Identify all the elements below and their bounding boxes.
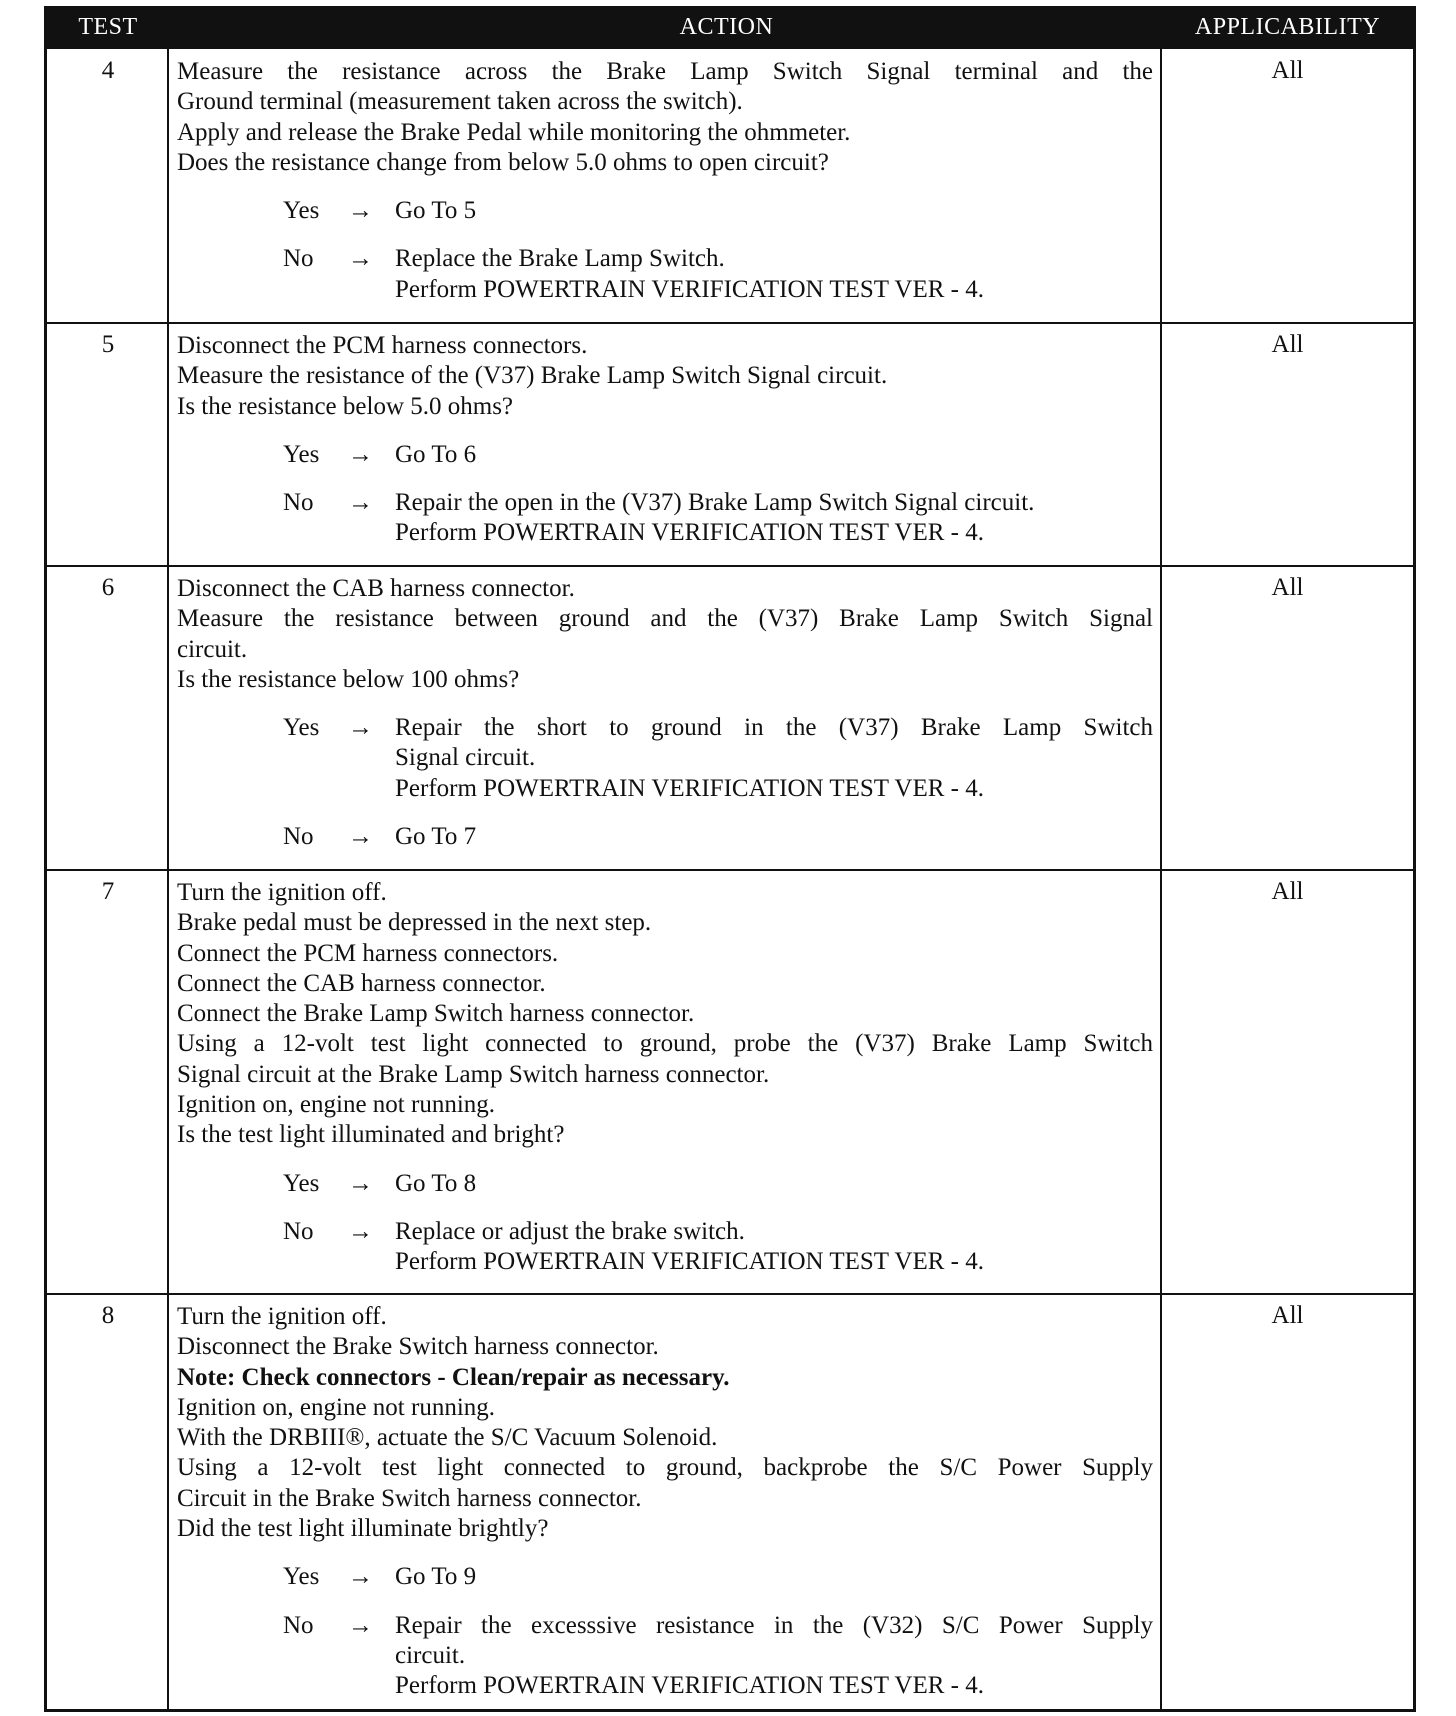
action-line: Is the test light illuminated and bright?: [177, 1121, 565, 1149]
action-line: With the DRBIII®, actuate the S/C Vacuum Solenoid.: [177, 1424, 718, 1452]
yes-branch: [177, 196, 1153, 226]
yes-branch: [177, 440, 1153, 470]
result-line: Go To 7: [395, 823, 477, 851]
no-label: No: [283, 1611, 314, 1639]
test-number: 7: [101, 878, 115, 905]
applicability-value: All: [1271, 574, 1304, 601]
no-result: [395, 488, 1153, 549]
no-label: No: [283, 489, 314, 517]
result-line: Go To 5: [395, 197, 477, 225]
header-action: ACTION: [679, 14, 774, 40]
action-line: Ground terminal (measurement taken across the switch).: [177, 88, 743, 116]
action-text: [177, 878, 1153, 1278]
action-text: [177, 57, 1153, 305]
result-line: Signal circuit.: [395, 744, 536, 772]
arrow-icon: →: [348, 440, 373, 468]
result-line: Perform POWERTRAIN VERIFICATION TEST VER - 4.: [395, 275, 985, 303]
action-line: Connect the Brake Lamp Switch harness connector.: [177, 1000, 695, 1028]
action-line: Is the resistance below 5.0 ohms?: [177, 392, 514, 420]
result-line: Repair the open in the (V37) Brake Lamp Switch Signal circuit.: [395, 489, 1035, 517]
row-divider: [47, 1293, 1413, 1295]
arrow-icon: →: [348, 1217, 373, 1245]
arrow-icon: →: [348, 489, 373, 517]
action-line: circuit.: [177, 635, 248, 663]
yes-result: [395, 440, 1153, 470]
yes-label: Yes: [283, 714, 320, 742]
action-text: [177, 1302, 1153, 1702]
action-line: Signal circuit at the Brake Lamp Switch harness connector.: [177, 1060, 770, 1088]
arrow-icon: →: [348, 714, 373, 742]
arrow-icon: →: [348, 1169, 373, 1197]
no-branch: [177, 1217, 1153, 1278]
action-line: Brake pedal must be depressed in the next step.: [177, 909, 652, 937]
row-divider: [47, 565, 1413, 567]
result-line: Replace or adjust the brake switch.: [395, 1217, 745, 1245]
action-line: Disconnect the Brake Switch harness connector.: [177, 1333, 659, 1361]
result-line: Perform POWERTRAIN VERIFICATION TEST VER - 4.: [395, 774, 985, 802]
action-line: Ignition on, engine not running.: [177, 1091, 496, 1119]
no-label: No: [283, 1217, 314, 1245]
no-branch: [177, 244, 1153, 305]
result-line: Repair the short to ground in the (V37) Brake Lamp Switch: [395, 714, 1153, 742]
yes-result: [395, 713, 1153, 804]
action-line: Connect the CAB harness connector.: [177, 969, 546, 997]
action-line: Disconnect the CAB harness connector.: [177, 575, 575, 602]
action-line: Does the resistance change from below 5.0 ohms to open circuit?: [177, 148, 829, 176]
row-divider: [47, 869, 1413, 871]
result-line: Replace the Brake Lamp Switch.: [395, 245, 725, 273]
action-line: Turn the ignition off.: [177, 879, 387, 906]
result-line: Perform POWERTRAIN VERIFICATION TEST VER - 4.: [395, 1672, 985, 1700]
action-line: Connect the PCM harness connectors.: [177, 939, 559, 967]
no-result: [395, 1611, 1153, 1702]
no-result: [395, 822, 1153, 852]
action-line: Measure the resistance between ground and the (V37) Brake Lamp Switch Signal: [177, 605, 1153, 633]
no-result: [395, 1217, 1153, 1278]
action-text: [177, 331, 1153, 549]
table-header: [47, 9, 1413, 49]
action-line: Is the resistance below 100 ohms?: [177, 665, 520, 693]
action-line: Measure the resistance across the Brake Lamp Switch Signal terminal and the: [177, 58, 1153, 85]
arrow-icon: →: [348, 245, 373, 273]
result-line: Go To 9: [395, 1563, 477, 1591]
action-line: Using a 12-volt test light connected to ground, backprobe the S/C Power Supply: [177, 1454, 1153, 1482]
diagnostic-test-table: [44, 6, 1416, 1712]
result-line: Go To 6: [395, 440, 477, 468]
test-number: 8: [101, 1302, 115, 1329]
result-line: Perform POWERTRAIN VERIFICATION TEST VER - 4.: [395, 519, 985, 547]
row-divider: [47, 322, 1413, 324]
action-line: Using a 12-volt test light connected to ground, probe the (V37) Brake Lamp Switch: [177, 1030, 1153, 1058]
test-number: 6: [101, 574, 115, 601]
no-label: No: [283, 823, 314, 851]
action-line: Ignition on, engine not running.: [177, 1393, 496, 1421]
action-line: Circuit in the Brake Switch harness connector.: [177, 1484, 642, 1512]
yes-result: [395, 1169, 1153, 1199]
yes-label: Yes: [283, 1169, 320, 1197]
arrow-icon: →: [348, 197, 373, 225]
arrow-icon: →: [348, 1611, 373, 1639]
arrow-icon: →: [348, 823, 373, 851]
no-branch: [177, 822, 1153, 852]
test-number: 5: [101, 331, 115, 358]
action-text: [177, 574, 1153, 852]
test-number: 4: [101, 57, 115, 84]
action-line: Turn the ignition off.: [177, 1303, 387, 1330]
header-applicability: APPLICABILITY: [1194, 14, 1381, 40]
yes-branch: [177, 1562, 1153, 1592]
result-line: Repair the excesssive resistance in the (V32) S/C Power Supply: [395, 1611, 1153, 1639]
yes-branch: [177, 713, 1153, 804]
yes-result: [395, 1562, 1153, 1592]
header-test: TEST: [78, 14, 138, 40]
applicability-value: All: [1271, 331, 1304, 358]
applicability-value: All: [1271, 1302, 1304, 1329]
yes-branch: [177, 1169, 1153, 1199]
no-branch: [177, 1611, 1153, 1702]
result-line: Go To 8: [395, 1169, 477, 1197]
no-branch: [177, 488, 1153, 549]
no-label: No: [283, 245, 314, 273]
result-line: circuit.: [395, 1641, 466, 1669]
action-line: Measure the resistance of the (V37) Brake Lamp Switch Signal circuit.: [177, 362, 888, 390]
applicability-value: All: [1271, 878, 1304, 905]
no-result: [395, 244, 1153, 305]
action-line: Apply and release the Brake Pedal while monitoring the ohmmeter.: [177, 118, 851, 146]
result-line: Perform POWERTRAIN VERIFICATION TEST VER - 4.: [395, 1248, 985, 1276]
arrow-icon: →: [348, 1563, 373, 1591]
action-line: Did the test light illuminate brightly?: [177, 1515, 549, 1543]
yes-result: [395, 196, 1153, 226]
applicability-value: All: [1271, 57, 1304, 84]
yes-label: Yes: [283, 1563, 320, 1591]
yes-label: Yes: [283, 440, 320, 468]
action-line: Disconnect the PCM harness connectors.: [177, 332, 588, 359]
action-line: Note: Check connectors - Clean/repair as necessary.: [177, 1363, 730, 1391]
yes-label: Yes: [283, 197, 320, 225]
